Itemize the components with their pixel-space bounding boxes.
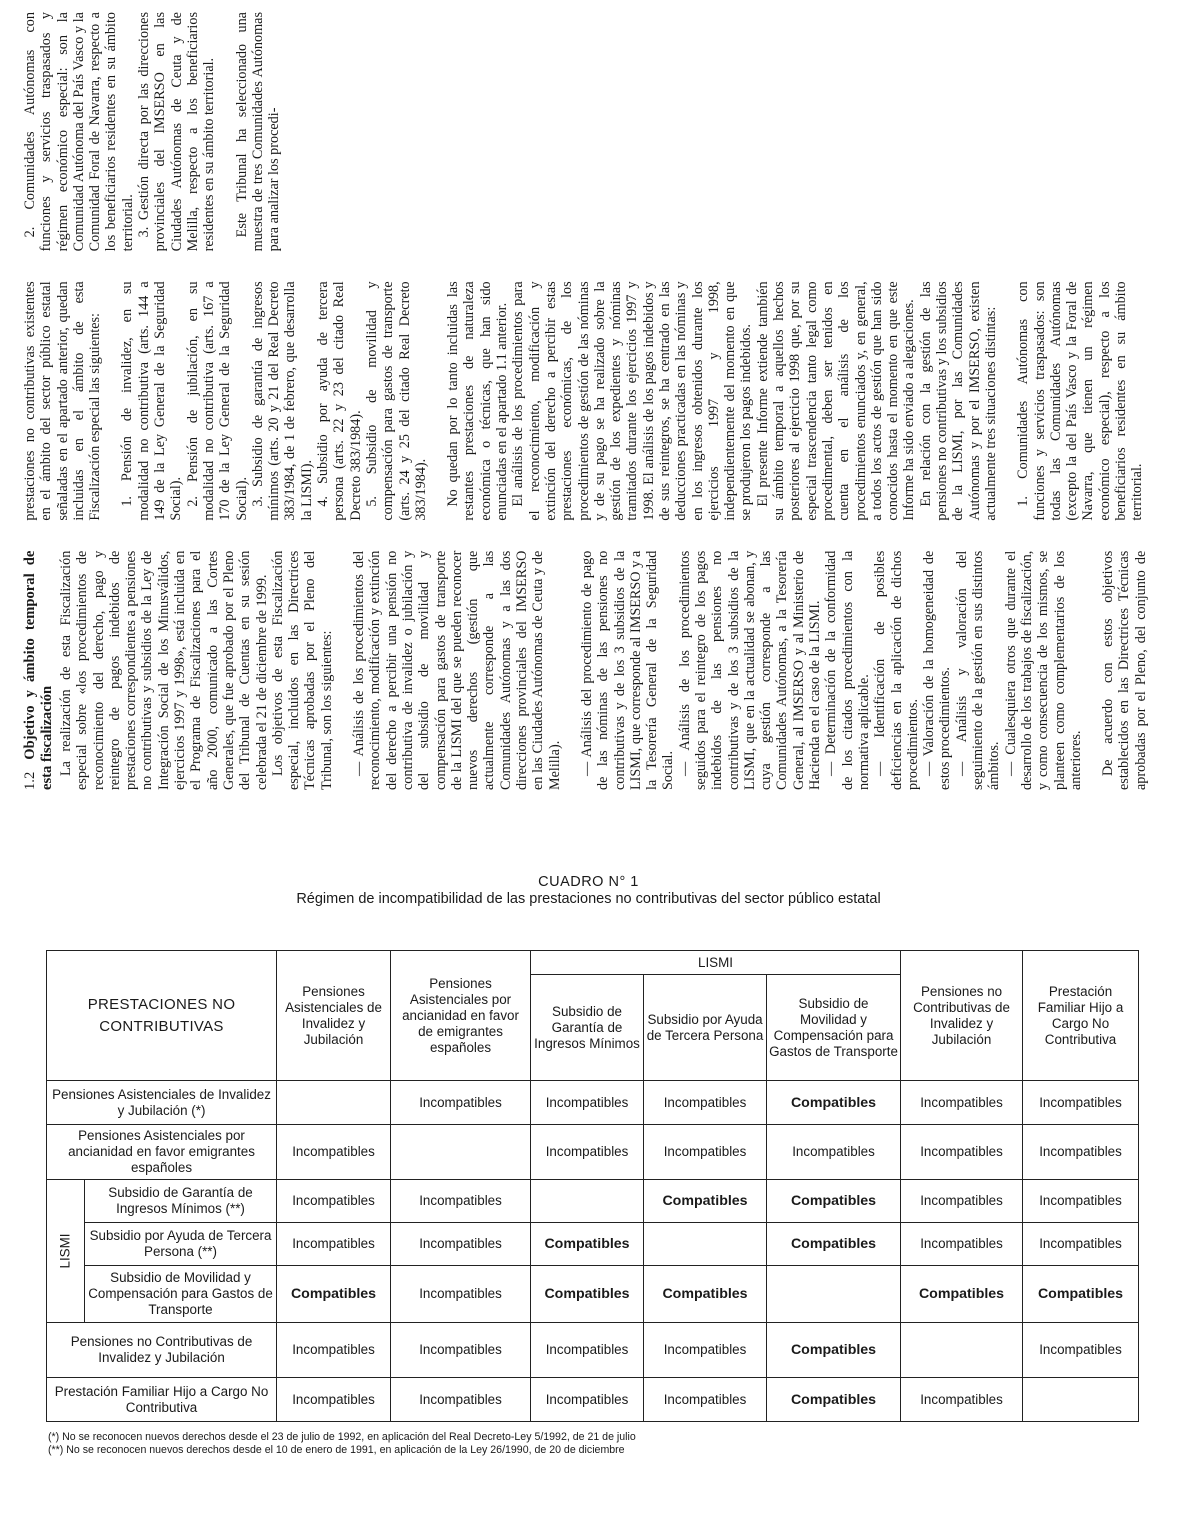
column-header: Subsidio por Ayuda de Tercera Persona [644,975,767,1081]
objective-item: — Análisis de los procedimientos del reconocimiento, modificación y extinción del derecho a percibir una pensión no contributiva de invalidez o jubilación y del subsidio de movilidad y compensación para gastos de transporte de la LISMI del que se pueden reconocer nuevos derechos (gestión que actualmente corresponde a las Comunidades Autónomas y a las dos direcciones provinciales del IMSERSO en las Ciudades Autónomas de Ceuta y de Melilla). [351,550,563,790]
table-cell: Compatibles [767,1223,901,1266]
paragraph: La realización de esta Fiscalización especial sobre «los procedimientos de reconocimiento del derecho, pago y reintegro de pagos indebidos de prestaciones correspondientes a pensiones no contributivas y subsidios de la Ley de Integración Social de los Minusválidos, ejercicios 1997 y 1998», está incluida en el Programa de Fiscalizaciones para el año 2000, comunicado a las Cortes Generales, que fue aprobado por el Pleno del Tribunal de Cuentas en su sesión celebrada el 21 de diciembre de 1999. [58,550,270,790]
footnote: (**) No se reconocen nuevos derechos desde el 10 de enero de 1991, en aplicación de la Ley 26/1990, de 20 de diciembre [48,1443,625,1456]
paragraph: Los objetivos de esta Fiscalización especial, incluidos en las Directrices Técnicas aprobadas por el Pleno del Tribunal, son los siguientes: [269,550,335,790]
table-row [47,1125,1139,1180]
row-header: Pensiones Asistenciales de Invalidez y Jubilación (*) [47,1081,277,1125]
table-cell: Compatibles [644,1266,767,1323]
table-cell: Incompatibles [531,1125,644,1180]
objective-item: — Análisis de los procedimientos seguidos para el reintegro de los pagos indebidos de las pensiones no contributivas y de los 3 subsidios de la LISMI, que en la actualidad se abonan, y cuya gestión corresponde a las Comunidades Autónomas, a la Tesorería General, al IMSERSO y al Ministerio de Hacienda en el caso de la LISMI. [676,550,824,790]
paragraph: En relación con la gestión de las pensiones no contributivas y los subsidios de la LISMI, por las Comunidades Autónomas y por el IMSERSO, existen actualmente tres situaciones distintas: [917,281,999,521]
objective-item: — Valoración de la homogeneidad de estos procedimientos. [921,550,954,790]
table-cell: Compatibles [277,1266,391,1323]
row-header: Subsidio de Movilidad y Compensación para Gastos de Transporte [85,1266,277,1323]
situation-item: 1. Comunidades Autónomas con funciones y servicios traspasados: son todas las Comunidades Autónomas (excepto la del País Vasco y la Foral de Navarra, que tienen un régimen económico especial), respecto a los beneficiarios residentes en su ámbito territorial. [1015,281,1146,521]
table-cell: Incompatibles [1023,1125,1139,1180]
table-cell: Incompatibles [901,1125,1023,1180]
corner-header: PRESTACIONES NO CONTRIBUTIVAS [47,951,277,1081]
paragraph: De acuerdo con estos objetivos establecidos en las Directrices Técnicas aprobadas por el Pleno, del conjunto de prestaciones no contributivas existentes en el ámbito del sector público estatal señaladas en el apartado anterior, quedan incluidas en el ámbito de esta Fiscalización especial las siguientes: [22,281,1149,790]
table-cell: Incompatibles [531,1081,644,1125]
table-cell: Incompatibles [901,1180,1023,1223]
table-cell: Compatibles [644,1180,767,1223]
paragraph: Este Tribunal ha seleccionado una muestra de tres Comunidades Autónomas para analizar los procedi- [233,12,283,252]
table-footnotes [48,1431,1138,1456]
table-cell: Incompatibles [644,1378,767,1422]
included-item: 1. Pensión de invalidez, en su modalidad no contributiva (arts. 144 a 149 de la Ley General de la Seguridad Social). [119,281,185,521]
table-cell: Incompatibles [901,1081,1023,1125]
table-row [47,1223,1139,1266]
table-cell: Incompatibles [391,1266,531,1323]
paragraph: El análisis de los procedimientos para el reconocimiento, modificación y extinción del derecho a percibir estas prestaciones económicas, de los procedimientos de gestión de las nóminas y de su pago se ha realizado sobre la gestión de los expedientes y nóminas tramitados durante los ejercicios 1997 y 1998. El análisis de los pagos indebidos y de sus reintegros, se ha centrado en las deducciones practicadas en las nóminas y en los ingresos obtenidos durante los ejercicios 1997 y 1998, independientemente del momento en que se produjeron los pagos indebidos. [510,281,755,521]
table-cell [1023,1378,1139,1422]
row-header: Prestación Familiar Hijo a Cargo No Contributiva [47,1378,277,1422]
cuadro-title: Régimen de incompatibilidad de las prestaciones no contributivas del sector público estatal [296,891,881,907]
row-header: Subsidio por Ayuda de Tercera Persona (**) [85,1223,277,1266]
table-cell: Compatibles [531,1223,644,1266]
table-row [47,1180,1139,1223]
table-cell: Compatibles [767,1081,901,1125]
lismi-group-header: LISMI [531,951,901,975]
table-cell [531,1180,644,1223]
column-header: Pensiones Asistenciales de Invalidez y Jubilación [277,951,391,1081]
included-item: 5. Subsidio de movilidad y compensación para gastos de transporte (arts. 24 y 25 del citado Real Decreto 383/1984). [363,281,429,521]
table-cell: Incompatibles [391,1081,531,1125]
table-cell: Incompatibles [1023,1081,1139,1125]
column-header: Prestación Familiar Hijo a Cargo No Contributiva [1023,951,1139,1081]
table-cell: Compatibles [767,1180,901,1223]
objective-item: — Identificación de posibles deficiencias en la aplicación de dichos procedimientos. [872,550,921,790]
table-cell: Incompatibles [644,1323,767,1378]
cuadro-heading [0,874,1177,908]
table-cell: Incompatibles [1023,1323,1139,1378]
section-title: Objetivo y ámbito temporal de esta fiscalización [22,550,55,790]
lismi-vertical-text: LISMI [57,1233,73,1269]
table-cell: Incompatibles [767,1125,901,1180]
objective-item: — Cualesquiera otros que durante el desarrollo de los trabajos de fiscalización, y como consecuencia de los mismos, se planteen como complementarios de los anteriores. [1002,550,1084,790]
cuadro-label: CUADRO N° 1 [538,874,639,890]
row-header: Pensiones no Contributivas de Invalidez y Jubilación [47,1323,277,1378]
table-row [47,1081,1139,1125]
table-cell: Incompatibles [531,1323,644,1378]
section-heading [22,551,56,790]
table-cell: Incompatibles [391,1378,531,1422]
section-number: 1.2 [22,771,38,790]
table-cell: Incompatibles [901,1378,1023,1422]
table-cell [644,1223,767,1266]
table-cell: Incompatibles [277,1125,391,1180]
rotated-text-area [18,6,1158,796]
row-header: Pensiones Asistenciales por ancianidad en favor emigrantes españoles [47,1125,277,1180]
table-cell: Incompatibles [1023,1223,1139,1266]
table-cell: Incompatibles [901,1223,1023,1266]
paragraph: El presente Informe extiende también su ámbito temporal a aquellos hechos posteriores al ejercicio 1998 que, por su especial trascendencia tanto legal como procedimental, deben ser tenidos en cuenta en el análisis de los procedimientos enunciados y, en general, a todos los actos de gestión que han sido conocidos hasta el momento en que este Informe ha sido enviado a alegaciones. [754,281,918,521]
table-row [47,1378,1139,1422]
table-cell: Incompatibles [644,1081,767,1125]
table-cell: Incompatibles [391,1323,531,1378]
footnote: (*) No se reconocen nuevos derechos desde el 23 de julio de 1992, en aplicación del Real Decreto-Ley 5/1992, de 21 de julio [48,1431,636,1443]
paragraph: No quedan por lo tanto incluidas las restantes prestaciones de naturaleza económica o técnicas, que han sido enunciadas en el apartado 1.1 anterior. [445,281,511,521]
table-cell: Compatibles [531,1266,644,1323]
table-cell: Incompatibles [1023,1180,1139,1223]
column-header: Subsidio de Garantía de Ingresos Mínimos [531,975,644,1081]
table-cell: Compatibles [767,1378,901,1422]
included-item: 2. Pensión de jubilación, en su modalidad no contributiva (arts. 167 a 170 de la Ley General de la Seguridad Social). [184,281,250,521]
table-cell: Incompatibles [391,1180,531,1223]
table-cell: Incompatibles [277,1378,391,1422]
table-cell: Incompatibles [531,1378,644,1422]
objective-item: — Análisis del procedimiento de pago de las nóminas de las pensiones no contributivas y de los 3 subsidios de la LISMI, que corresponde al IMSERSO y a la Tesorería General de la Seguridad Social. [578,550,677,790]
table-cell: Compatibles [901,1266,1023,1323]
incompatibility-table [46,950,1139,1422]
table-cell: Incompatibles [644,1125,767,1180]
row-header: Subsidio de Garantía de Ingresos Mínimos (**) [85,1180,277,1223]
objective-item: — Determinación de la conformidad de los citados procedimientos con la normativa aplicable. [823,550,872,790]
table-cell: Incompatibles [391,1223,531,1266]
table-cell: Incompatibles [277,1180,391,1223]
lismi-row-group-label [47,1180,85,1323]
table-row [47,1323,1139,1378]
column-header: Pensiones no Contributivas de Invalidez y Jubilación [901,951,1023,1081]
objective-item: — Análisis y valoración del seguimiento de la gestión en sus distintos ámbitos. [953,550,1003,790]
included-item: 4. Subsidio por ayuda de tercera persona (arts. 22 y 23 del citado Real Decreto 383/1984). [315,281,364,521]
table-cell: Incompatibles [277,1223,391,1266]
table-cell: Compatibles [1023,1266,1139,1323]
situation-item: 3. Gestión directa por las direcciones provinciales del IMSERSO en las Ciudades Autónomas de Ceuta y de Melilla, respecto a los beneficiarios residentes en su ámbito territorial. [136,12,218,252]
table-cell: Compatibles [767,1323,901,1378]
situation-item: 2. Comunidades Autónomas con funciones y servicios traspasados y régimen económico especial: son la Comunidad Autónoma del País Vasco y la Comunidad Foral de Navarra, respecto a los beneficiarios residentes en su ámbito territorial. [22,12,136,252]
table-cell [391,1125,531,1180]
column-header: Pensiones Asistenciales por ancianidad en favor de emigrantes españoles [391,951,531,1081]
column-header: Subsidio de Movilidad y Compensación para Gastos de Transporte [767,975,901,1081]
table-cell [277,1081,391,1125]
table-cell [767,1266,901,1323]
included-item: 3. Subsidio de garantía de ingresos mínimos (arts. 20 y 21 del Real Decreto 383/1984, de 1 de febrero, que desarrolla la LISMI). [249,281,315,521]
report-text [18,6,1158,796]
table-row [47,1266,1139,1323]
table-cell [901,1323,1023,1378]
table-cell: Incompatibles [277,1323,391,1378]
